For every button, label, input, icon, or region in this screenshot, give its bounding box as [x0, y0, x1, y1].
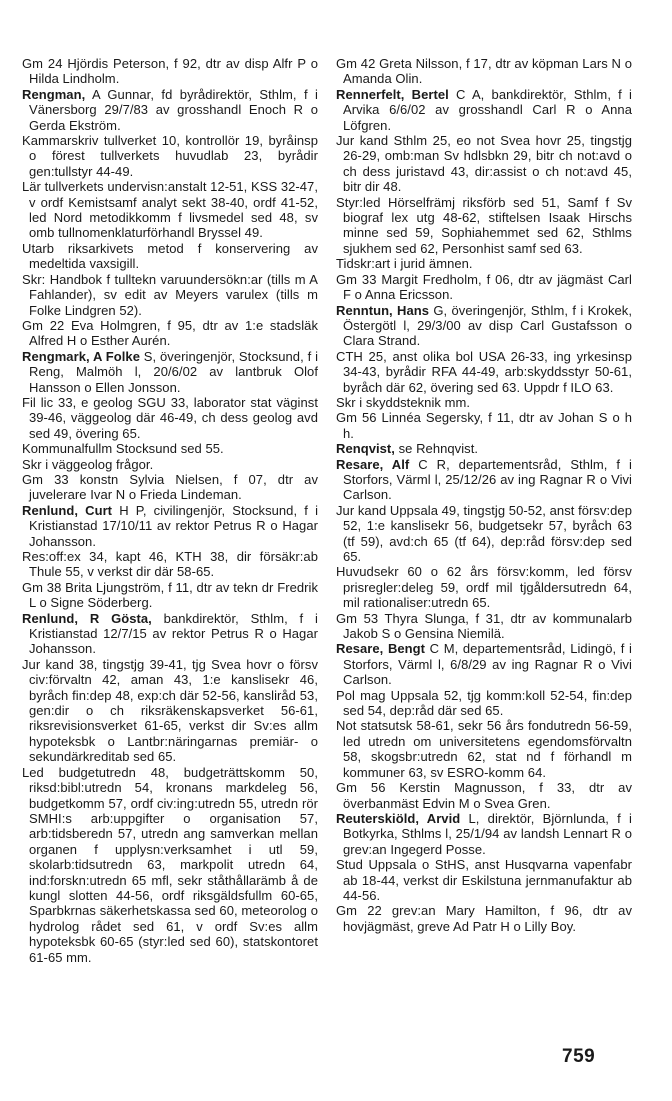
entry-details: C R, departementsråd, Sthlm, f i Storfors, Värml l, 25/12/26 av ing Ragnar R o Vivi Carlson.: [343, 456, 632, 503]
entry-paragraph: CTH 25, anst olika bol USA 26-33, ing yrkesinsp 34-43, byrådir RFA 44-49, arb:skyddsstyr 50-61, byråch där 62, övering sed 63. Uppdr f ILO 63.: [336, 348, 632, 395]
biography-entry: [336, 441, 632, 456]
entry-paragraph: Gm 42 Greta Nilsson, f 17, dtr av köpman Lars N o Amanda Olin.: [336, 56, 632, 87]
entry-paragraph: Not statsutsk 58-61, sekr 56 års fondutredn 56-59, led utredn om universitetens egendomsförvaltn 58, skogsbr:utredn 62, stat nd f förhandl m kommuner 63, sv ESRO-komm 64.: [336, 718, 632, 780]
page-number: 759: [562, 1046, 596, 1067]
entry-paragraph: Fil lic 33, e geolog SGU 33, laborator stat väginst 39-46, väggeolog där 46-49, ch dess geolog avd sed 49, övering 65.: [22, 394, 318, 441]
entry-paragraph: Gm 38 Brita Ljungström, f 11, dtr av tekn dr Fredrik L o Signe Söderberg.: [22, 579, 318, 611]
entry-paragraph: Gm 33 konstn Sylvia Nielsen, f 07, dtr av juvelerare Ivar N o Frieda Lindeman.: [22, 471, 318, 503]
entry-name: Resare, Bengt: [336, 641, 426, 657]
entry-paragraph: Jur kand 38, tingstjg 39-41, tjg Svea hovr o försv civ:förvaltn 42, aman 43, 1:e kanslisekr 46, byråch fin:dep 48, exp:ch där 52-56, kansliråd 53, gen:dir o ch riksräkenskapsverket 56-61, riksrevisionsverket 61-65, verkst dir Sv:es allm hypoteksbk o Lantbr:näringarnas premiär- o sekundärkreditab sed 65.: [22, 656, 318, 765]
entry-paragraph: Gm 24 Hjördis Peterson, f 92, dtr av disp Alfr P o Hilda Lindholm.: [22, 56, 318, 87]
entry-paragraph: Lär tullverkets undervisn:anstalt 12-51, KSS 32-47, v ordf Kemistsamf analyt sekt 38-40, ordf 41-52, led Nord metodikkomm f livsmedel sed 48, sv omb tullnomenklaturförhandl Bryssel 49.: [22, 179, 318, 241]
right-column: [336, 56, 632, 934]
entry-name: Renlund, Curt: [22, 502, 113, 518]
entry-paragraph: Styr:led Hörselfrämj riksförb sed 51, Samf f Sv biograf lex utg 48-62, stiftelsen Isaak Hirschs minne sed 59, Sophiahemmet sed 62, Sthlms sjukhem sed 62, Personhist samf sed 63.: [336, 194, 632, 256]
entry-paragraph: Stud Uppsala o StHS, anst Husqvarna vapenfabr ab 18-44, verkst dir Eskilstuna jernmanufaktur ab 44-56.: [336, 857, 632, 903]
entry-paragraph: Tidskr:art i jurid ämnen.: [336, 256, 473, 272]
entry-paragraph: Kammarskriv tullverket 10, kontrollör 19, byråinsp o förest tullverkets huvudlab 23, byrådir gen:tullstyr 44-49.: [22, 133, 318, 179]
entry-name: Renntun, Hans: [336, 302, 430, 318]
entry-details: C M, departementsråd, Lidingö, f i Storfors, Värml l, 6/8/29 av ing Ragnar R o Vivi Carlson.: [343, 641, 632, 688]
entry-paragraph: Res:off:ex 34, kapt 46, KTH 38, dir försäkr:ab Thule 55, v verkst dir där 58-65.: [22, 549, 318, 580]
entry-paragraph: Gm 53 Thyra Slunga, f 31, dtr av kommunalarb Jakob S o Gensina Niemilä.: [336, 610, 632, 642]
entry-details: G, överingenjör, Sthlm, f i Krokek, Östergötl l, 29/3/00 av disp Carl Gustafsson o Clara Strand.: [343, 302, 633, 349]
entry-details: H P, civilingenjör, Stocksund, f i Kristianstad 17/10/11 av rektor Petrus R o Hagar Johansson.: [29, 502, 319, 549]
entry-paragraph: Pol mag Uppsala 52, tjg komm:koll 52-54, fin:dep sed 54, dep:råd där sed 65.: [336, 687, 632, 719]
biography-entry: [336, 457, 632, 503]
entry-paragraph: Skr i väggeolog frågor.: [22, 456, 154, 472]
entry-paragraph: Gm 22 Eva Holmgren, f 95, dtr av 1:e stadsläk Alfred H o Esther Aurén.: [22, 317, 318, 349]
entry-details: bankdirektör, Sthlm, f i Kristianstad 12/7/15 av rektor Petrus R o Hagar Johansson.: [29, 610, 318, 657]
entry-paragraph: Jur kand Uppsala 49, tingstjg 50-52, anst försv:dep 52, 1:e kanslisekr 56, budgetsekr 57, byråch 63 (tf 59), avd:ch 65 (tf 64), dep:råd försv:dep sed 65.: [336, 502, 632, 564]
entry-details: se Rehnqvist.: [394, 441, 479, 457]
entry-name: Resare, Alf: [336, 456, 410, 472]
biography-entry: [336, 641, 632, 687]
biography-entry: [336, 811, 632, 857]
entry-name: Rengman,: [22, 86, 86, 102]
biography-entry: [336, 303, 632, 349]
entry-paragraph: Skr: Handbok f tulltekn varuundersökn:ar (tills m A Fahlander), sv edit av Meyers varulex (tills m Folke Lindgren 52).: [22, 271, 318, 318]
entry-paragraph: Jur kand Sthlm 25, eo not Svea hovr 25, tingstjg 26-29, omb:man Sv hdlsbkn 29, bitr ch not:avd o ch dess juristavd 43, dir:assist o ch not:avd 45, bitr dir 48.: [336, 133, 632, 195]
entry-paragraph: Gm 56 Kerstin Magnusson, f 33, dtr av överbanmäst Edvin M o Svea Gren.: [336, 780, 632, 811]
entry-paragraph: Skr i skyddsteknik mm.: [336, 394, 471, 410]
entry-paragraph: Huvudsekr 60 o 62 års försv:komm, led försv prisregler:deleg 59, ordf mil tjgåldersutredn 64, mil rationaliser:utredn 65.: [336, 564, 632, 611]
entry-paragraph: Led budgetutredn 48, budgeträttskomm 50, riksd:bibl:utredn 54, kronans markdeleg 56, budgetkomm 57, ordf civ:ing:utredn 55, utredn rör SMHI:s arb:uppgifter o organisation 57, arb:tidsberedn 57, utredn ang samverkan mellan organen f upplysn:verksamhet i utl 59, skolarb:tidsutredn 63, markpolit utredn 64, ind:forskn:utredn 65 mfl, sekr ståthållarämb å de kungl slotten 44-56, ordf riksgäldsfullm 60-65, Sparbkrnas säkerhetskassa sed 60, meteorolog o hydrolog rådet sed 61, v ordf Sv:es allm hypoteksbk 60-65 (styr:led sed 60), statskontoret 61-65 mm.: [22, 764, 318, 965]
left-column: [22, 56, 318, 965]
biography-entry: [336, 87, 632, 133]
entry-name: Renqvist,: [336, 441, 395, 457]
entry-paragraph: Gm 56 Linnéa Segersky, f 11, dtr av Johan S o h h.: [336, 410, 632, 441]
entry-details: C A, bankdirektör, Sthlm, f i Arvika 6/6/02 av grosshandl Carl R o Anna Löfgren.: [343, 86, 632, 133]
entry-name: Reuterskiöld, Arvid: [336, 810, 461, 826]
biography-entry: [22, 503, 318, 549]
entry-details: A Gunnar, fd byrådirektör, Sthlm, f i Vänersborg 29/7/83 av grosshandl Enoch R o Gerda Ekström.: [29, 86, 318, 133]
entry-paragraph: Gm 22 grev:an Mary Hamilton, f 96, dtr av hovjägmäst, greve Ad Patr H o Lilly Boy.: [336, 903, 632, 934]
entry-name: Renlund, R Gösta,: [22, 610, 152, 626]
biography-entry: [22, 611, 318, 657]
biography-entry: [22, 87, 318, 133]
entry-paragraph: Utarb riksarkivets metod f konservering av medeltida vaxsigill.: [22, 240, 318, 272]
entry-details: S, överingenjör, Stocksund, f i Reng, Malmöh l, 20/6/02 av lantbruk Olof Hansson o Ellen Jonsson.: [29, 348, 319, 395]
entry-paragraph: Gm 33 Margit Fredholm, f 06, dtr av jägmäst Carl F o Anna Ericsson.: [336, 271, 632, 303]
entry-paragraph: Kommunalfullm Stocksund sed 55.: [22, 441, 224, 457]
entry-details: L, direktör, Björnlunda, f i Botkyrka, Sthlms l, 25/1/94 av landsh Lennart R o grev:an Ingegerd Posse.: [343, 810, 632, 857]
entry-name: Rennerfelt, Bertel: [336, 86, 449, 102]
entry-name: Rengmark, A Folke: [22, 348, 140, 364]
biography-entry: [22, 349, 318, 395]
